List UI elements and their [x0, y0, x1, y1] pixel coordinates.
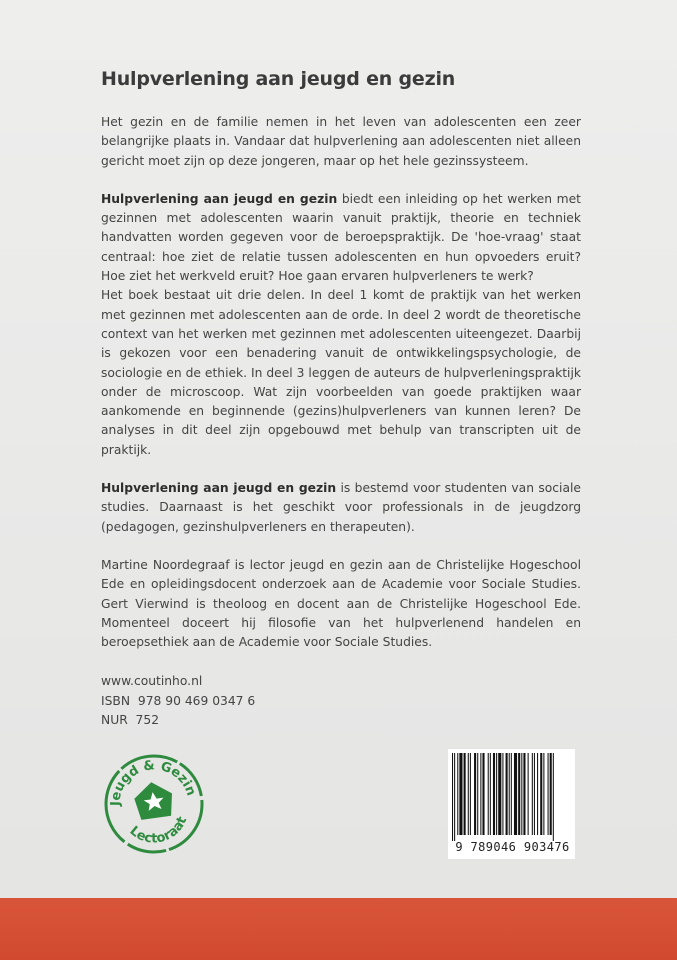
- barcode-bar: [470, 753, 471, 835]
- barcode-bar: [518, 753, 520, 835]
- barcode-bar: [528, 753, 529, 835]
- barcode-bar: [488, 753, 489, 835]
- barcode-bar: [474, 753, 476, 835]
- barcode-bar: [509, 753, 510, 835]
- barcode-bar: [540, 753, 542, 835]
- barcode-bar: [502, 753, 503, 835]
- barcode-bar: [543, 753, 544, 835]
- barcode-bar: [514, 753, 517, 835]
- barcode-bar: [521, 753, 522, 835]
- barcode-bar: [550, 753, 552, 835]
- title-bold-inline: Hulpverlening aan jeugd en gezin: [101, 481, 337, 496]
- bottom-color-band: [0, 898, 677, 960]
- barcode-bar: [537, 753, 538, 835]
- barcode-bar: [493, 753, 495, 835]
- description-paragraph: [101, 190, 581, 286]
- barcode-bar: [457, 753, 458, 835]
- barcode-bar: [553, 753, 554, 841]
- barcode-bar: [534, 753, 535, 835]
- barcode-number: 9 789046 903476: [455, 840, 570, 854]
- stamp-house-icon: [132, 780, 175, 821]
- nur-line: NUR 752: [101, 713, 160, 728]
- barcode-bar: [459, 753, 462, 835]
- barcode-bar: [468, 753, 469, 835]
- barcode-bar: [490, 753, 491, 835]
- stamp-top-text: Jeugd & Gezin: [108, 758, 199, 807]
- barcode-bar: [480, 753, 481, 835]
- barcode-bar: [454, 753, 455, 841]
- publication-info: [101, 672, 581, 730]
- title-bold-inline: Hulpverlening aan jeugd en gezin: [101, 191, 338, 206]
- isbn-line: ISBN 978 90 469 0347 6: [101, 693, 256, 708]
- cover-text-block: [101, 68, 581, 730]
- intro-paragraph: Het gezin en de familie nemen in het leven van adolescenten een zeer belangrijke plaats in. Vandaar dat hulpverlening aan adolescenten niet alleen gericht moet zijn op deze jongeren, maar op het hele gezinssysteem.: [101, 115, 581, 168]
- barcode-bar: [482, 753, 484, 835]
- barcode-bar: [452, 753, 453, 841]
- stamp-bottom-text: Lectoraat: [126, 814, 191, 847]
- barcode-bar: [548, 753, 549, 835]
- barcode-bar: [477, 753, 478, 835]
- barcode-bar: [506, 753, 508, 835]
- barcode-bar: [532, 753, 533, 835]
- book-title: Hulpverlening aan jeugd en gezin: [101, 68, 456, 90]
- barcode-bar: [498, 753, 501, 835]
- structure-paragraph: Het boek bestaat uit drie delen. In deel 1 komt de praktijk van het werken met gezinnen met adolescenten aan de orde. In deel 2 wordt de theoretische context van het werken met gezinnen met adolescenten uiteengezet. Daarbij is gekozen voor een benadering vanuit de ontwikkelingspsychologie, de sociologie en de ethiek. In deel 3 leggen de auteurs de hulpverleningspraktijk onder de microscoop. Wat zijn voorbeelden van goede praktijken waar aankomende en beginnende (gezins)hulpverleners van kunnen leren? De analyses in dit deel zijn opgebouwd met behulp van transcripten uit de praktijk.: [101, 288, 581, 457]
- audience-text: is bestemd voor studenten van sociale studies. Daarnaast is het geschikt voor professionals in de jeugdzorg (pedagogen, gezinshulpverleners en therapeuten).: [101, 481, 581, 534]
- description-text: biedt een inleiding op het werken met gezinnen met adolescenten waarin vanuit praktijk, theorie en techniek handvatten worden gegeven voor de beroepspraktijk. De 'hoe-vraag' staat centraal: hoe ziet de relatie tussen adolescenten en hun opvoeders eruit? Hoe ziet het werkveld eruit? Hoe gaan ervaren hulpverleners te werk?: [101, 191, 581, 284]
- audience-paragraph: [101, 479, 581, 537]
- lectoraat-stamp-logo: [102, 752, 206, 856]
- publisher-website: www.coutinho.nl: [101, 674, 203, 689]
- barcode-bar: [523, 753, 525, 835]
- authors-paragraph: Martine Noordegraaf is lector jeugd en gezin aan de Christelijke Hogeschool Ede en opleidingsdocent onderzoek aan de Academie voor Sociale Studies. Gert Vierwind is theoloog en docent aan de Christelijke Hogeschool Ede. Momenteel doceert hij filosofie van het hulpverlenend handelen en beroepsethiek aan de Academie voor Sociale Studies.: [101, 557, 581, 650]
- barcode-bar: [511, 753, 512, 835]
- barcode-bar: [464, 753, 466, 835]
- barcode-bar: [496, 753, 497, 835]
